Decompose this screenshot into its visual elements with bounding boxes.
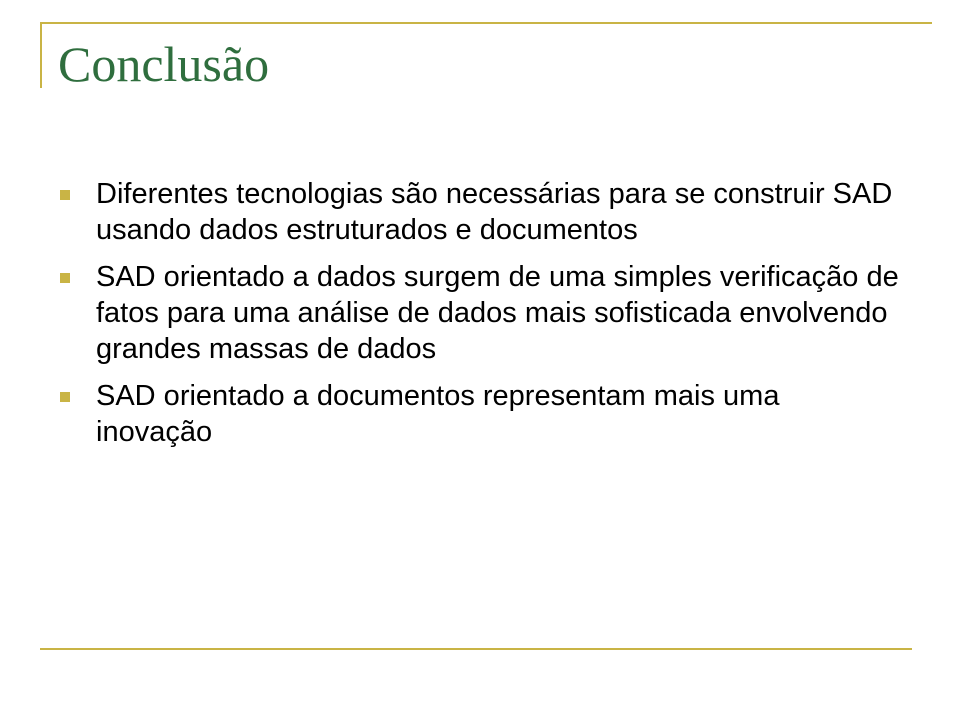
square-bullet-icon bbox=[60, 392, 70, 402]
bullet-text-3: SAD orientado a documentos representam mais uma inovação bbox=[96, 380, 780, 448]
square-bullet-icon bbox=[60, 190, 70, 200]
bullet-list bbox=[60, 176, 900, 461]
slide-title: Conclusão bbox=[58, 36, 270, 92]
square-bullet-icon bbox=[60, 273, 70, 283]
bullet-text-2: SAD orientado a dados surgem de uma simples verificação de fatos para uma análise de dados mais sofisticada envolvendo grandes massas de dados bbox=[96, 261, 899, 365]
top-divider bbox=[40, 22, 932, 24]
left-divider bbox=[40, 22, 42, 88]
bullet-item-2 bbox=[60, 259, 900, 367]
bullet-item-3 bbox=[60, 378, 900, 450]
bullet-item-1 bbox=[60, 176, 900, 248]
bullet-text-1: Diferentes tecnologias são necessárias para se construir SAD usando dados estruturados e documentos bbox=[96, 178, 893, 246]
bottom-divider bbox=[40, 648, 912, 650]
